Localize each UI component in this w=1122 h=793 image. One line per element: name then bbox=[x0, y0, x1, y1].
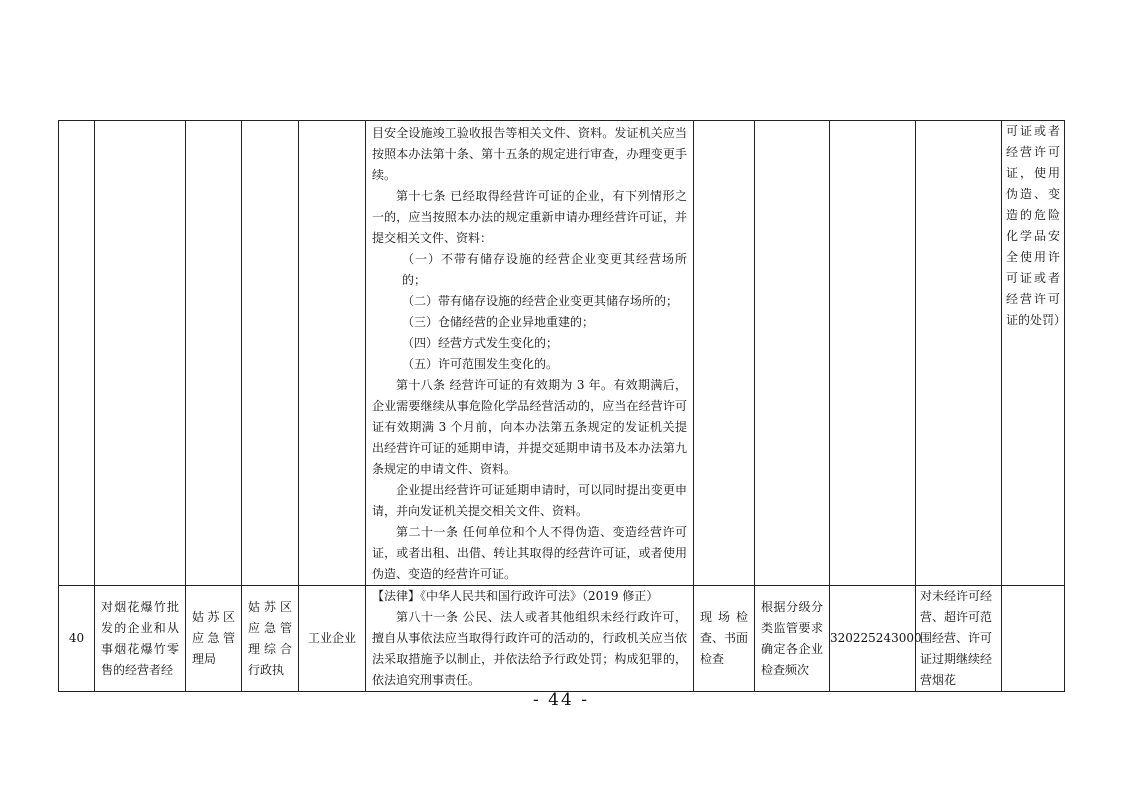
cell-legal-basis bbox=[366, 586, 694, 692]
cell-last-empty bbox=[1002, 586, 1065, 692]
cell-executor: 姑苏区应急管理综合行政执 bbox=[242, 586, 299, 692]
table-row-continuation bbox=[59, 121, 1065, 586]
cell-authority-empty bbox=[186, 121, 242, 586]
cell-method-empty bbox=[694, 121, 755, 586]
table-row-40 bbox=[59, 586, 1065, 692]
cell-frequency: 根据分级分类监管要求确定各企业检查频次 bbox=[755, 586, 830, 692]
cell-target: 工业企业 bbox=[299, 586, 366, 692]
cell-penalty: 对未经许可经营、超许可范围经营、许可证过期继续经营烟花 bbox=[916, 586, 1002, 692]
legal-list-item: （五）许可范围发生变化的。 bbox=[402, 357, 559, 371]
legal-paragraph: 企业提出经营许可证延期申请时，可以同时提出变更申请，并向发证机关提交相关文件、资料。 bbox=[372, 483, 687, 518]
cell-item-empty bbox=[95, 121, 186, 586]
cell-method: 现场检查、书面检查 bbox=[694, 586, 755, 692]
legal-list-item: （四）经营方式发生变化的； bbox=[402, 336, 559, 350]
legal-paragraph: 第八十一条 公民、法人或者其他组织未经行政许可，擅自从事依法应当取得行政许可的活动的，行政机关应当依法采取措施予以制止，并依法给予行政处罚；构成犯罪的，依法追究刑事责任。 bbox=[372, 610, 687, 687]
cell-penalty-empty bbox=[916, 121, 1002, 586]
legal-paragraph: 目安全设施竣工验收报告等相关文件、资料。发证机关应当按照本办法第十条、第十五条的规定进行审查，办理变更手续。 bbox=[372, 126, 687, 182]
legal-paragraph: 【法律】《中华人民共和国行政许可法》（2019 修正） bbox=[372, 589, 659, 603]
page-number: - 44 - bbox=[533, 690, 589, 710]
legal-list-item: （三）仓储经营的企业异地重建的； bbox=[402, 315, 595, 329]
cell-item-name: 对烟花爆竹批发的企业和从事烟花爆竹零售的经营者经 bbox=[95, 586, 186, 692]
legal-paragraph: 第十七条 已经取得经营许可证的企业，有下列情形之一的，应当按照本办法的规定重新申请办理经营许可证，并提交相关文件、资料： bbox=[372, 189, 687, 245]
cell-penalty-continued: 可证或者经营许可证，使用伪造、变造的危险化学品安全使用许可证或者经营许可证的处罚） bbox=[1002, 121, 1065, 586]
cell-frequency-empty bbox=[755, 121, 830, 586]
cell-code-empty bbox=[830, 121, 916, 586]
legal-list-item: （一）不带有储存设施的经营企业变更其经营场所的； bbox=[402, 252, 687, 287]
cell-number: 40 bbox=[59, 586, 95, 692]
cell-target-empty bbox=[299, 121, 366, 586]
cell-code: 320225243000 bbox=[830, 586, 916, 692]
cell-legal-basis-continued bbox=[366, 121, 694, 586]
cell-authority: 姑苏区应急管理局 bbox=[186, 586, 242, 692]
legal-list-item: （二）带有储存设施的经营企业变更其储存场所的； bbox=[402, 294, 679, 308]
legal-paragraph: 第十八条 经营许可证的有效期为 3 年。有效期满后，企业需要继续从事危险化学品经营活动的，应当在经营许可证有效期满 3 个月前，向本办法第五条规定的发证机关提出经营许可证的延期申请，并提交延期申请书及本办法第九条规定的申请文件、资料。 bbox=[372, 378, 687, 476]
cell-executor-empty bbox=[242, 121, 299, 586]
cell-number-empty bbox=[59, 121, 95, 586]
enforcement-table bbox=[58, 120, 1065, 692]
legal-paragraph: 第二十一条 任何单位和个人不得伪造、变造经营许可证，或者出租、出借、转让其取得的经营许可证，或者使用伪造、变造的经营许可证。 bbox=[372, 525, 687, 581]
